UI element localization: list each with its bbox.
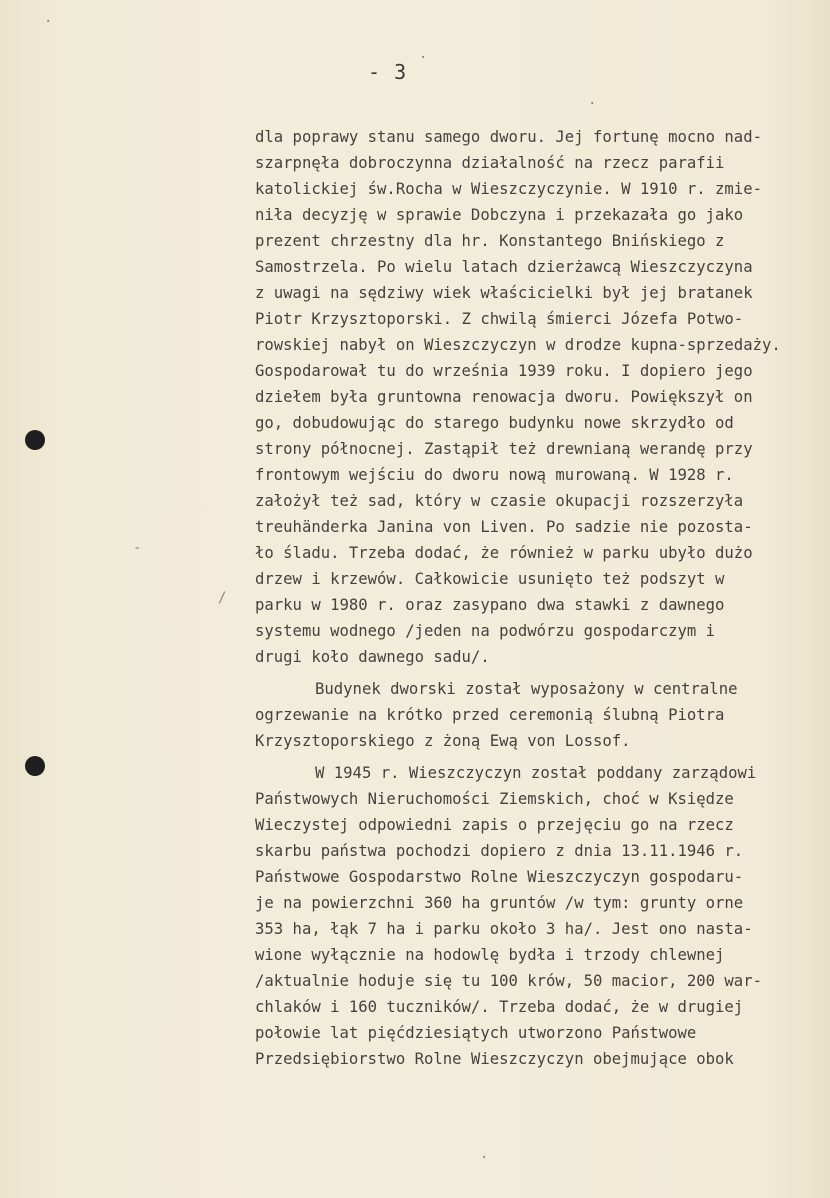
text-line: /aktualnie hoduje się tu 100 krów, 50 macior, 200 war-	[255, 972, 762, 990]
punch-hole	[25, 430, 45, 450]
text-line: prezent chrzestny dla hr. Konstantego Bnińskiego z	[255, 232, 725, 250]
text-line: Wieczystej odpowiedni zapis o przejęciu go na rzecz	[255, 816, 734, 834]
text-line: strony północnej. Zastąpił też drewnianą werandę przy	[255, 440, 753, 458]
paper-speck: ·	[588, 96, 597, 112]
text-line: Piotr Krzysztoporski. Z chwilą śmierci Józefa Potwo-	[255, 310, 744, 328]
text-line: W 1945 r. Wieszczyczyn został poddany zarządowi	[315, 764, 757, 782]
text-line: katolickiej św.Rocha w Wieszczyczynie. W 1910 r. zmie-	[255, 180, 762, 198]
text-line: Przedsiębiorstwo Rolne Wieszczyczyn obejmujące obok	[255, 1050, 734, 1068]
paper-speck: -	[133, 540, 142, 556]
punch-hole	[25, 756, 45, 776]
text-line: niła decyzję w sprawie Dobczyna i przekazała go jako	[255, 206, 744, 224]
body-text	[255, 124, 830, 1072]
text-line: Budynek dworski został wyposażony w centralne	[315, 680, 738, 698]
text-line: założył też sad, który w czasie okupacji rozszerzyła	[255, 492, 744, 510]
text-line: połowie lat pięćdziesiątych utworzono Państwowe	[255, 1024, 697, 1042]
text-line: treuhänderka Janina von Liven. Po sadzie nie pozosta-	[255, 518, 753, 536]
text-line: rowskiej nabył on Wieszczyczyn w drodze kupna-sprzedaży.	[255, 336, 781, 354]
text-line: chlaków i 160 tuczników/. Trzeba dodać, że w drugiej	[255, 998, 744, 1016]
paper-speck: ·	[44, 14, 53, 30]
text-line: drzew i krzewów. Całkowicie usunięto też podszyt w	[255, 570, 725, 588]
text-line: drugi koło dawnego sadu/.	[255, 648, 490, 666]
text-line: ogrzewanie na krótko przed ceremonią ślubną Piotra	[255, 706, 725, 724]
text-line: szarpnęła dobroczynna działalność na rzecz parafii	[255, 154, 725, 172]
text-line: ło śladu. Trzeba dodać, że również w parku ubyło dużo	[255, 544, 753, 562]
text-line: Gospodarował tu do września 1939 roku. I dopiero jego	[255, 362, 753, 380]
text-line: frontowym wejściu do dworu nową murowaną. W 1928 r.	[255, 466, 734, 484]
text-line: dziełem była gruntowna renowacja dworu. Powiększył on	[255, 388, 753, 406]
text-line: Państwowe Gospodarstwo Rolne Wieszczyczyn gospodaru-	[255, 868, 744, 886]
text-line: Samostrzela. Po wielu latach dzierżawcą Wieszczyczyna	[255, 258, 753, 276]
paper-speck: /	[218, 590, 227, 606]
text-line: Państwowych Nieruchomości Ziemskich, choć w Księdze	[255, 790, 734, 808]
text-line: 353 ha, łąk 7 ha i parku około 3 ha/. Jest ono nasta-	[255, 920, 753, 938]
text-line: wione wyłącznie na hodowlę bydła i trzody chlewnej	[255, 946, 725, 964]
text-line: parku w 1980 r. oraz zasypano dwa stawki z dawnego	[255, 596, 725, 614]
text-line: systemu wodnego /jeden na podwórzu gospodarczym i	[255, 622, 716, 640]
paper-speck: ·	[480, 1150, 489, 1166]
text-line: z uwagi na sędziwy wiek właścicielki był jej bratanek	[255, 284, 753, 302]
text-line: Krzysztoporskiego z żoną Ewą von Lossof.	[255, 732, 631, 750]
paper-speck: ·	[419, 50, 428, 66]
page-number: - 3	[368, 60, 408, 84]
text-line: go, dobudowując do starego budynku nowe skrzydło od	[255, 414, 734, 432]
text-line: skarbu państwa pochodzi dopiero z dnia 13.11.1946 r.	[255, 842, 744, 860]
text-line: je na powierzchni 360 ha gruntów /w tym: grunty orne	[255, 894, 744, 912]
text-line: dla poprawy stanu samego dworu. Jej fortunę mocno nad-	[255, 128, 762, 146]
